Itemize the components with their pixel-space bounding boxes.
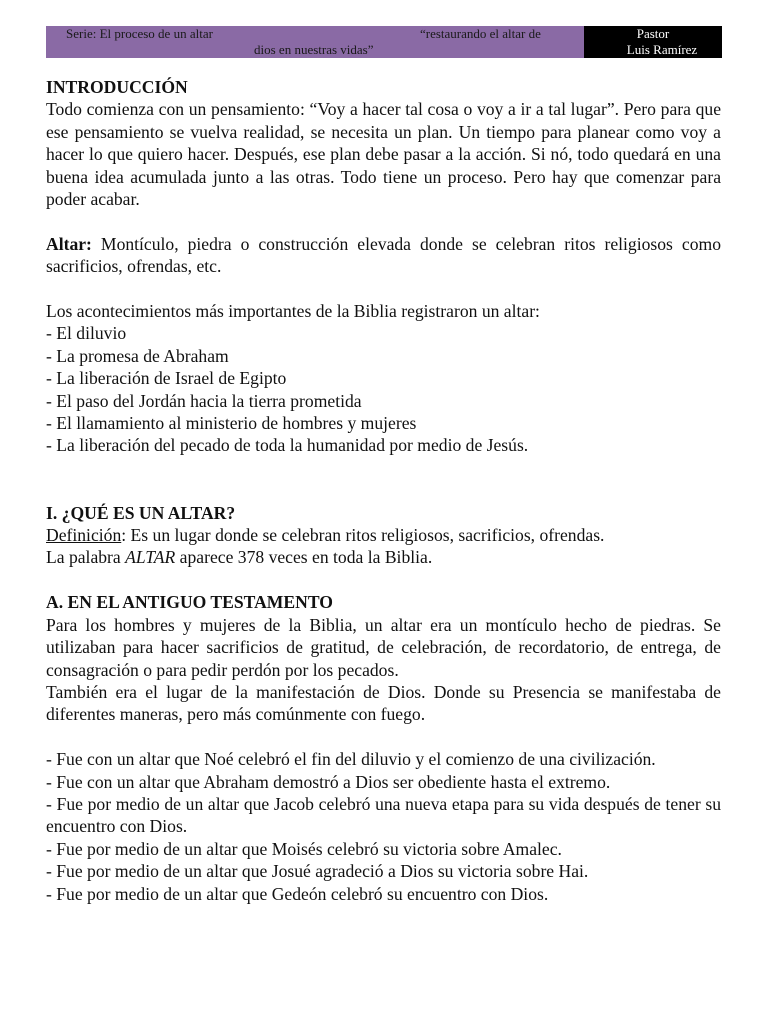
altar-word: ALTAR xyxy=(125,547,176,568)
header-subtitle-1: “restaurando el altar de xyxy=(420,26,541,41)
header-author-role: Pastor xyxy=(636,26,670,41)
events-list xyxy=(46,322,721,456)
sectionA-paragraph-2: También era el lugar de la manifestación de Dios. Donde su Presencia se manifestaba de diferentes maneras, pero más comúnmente con fuego. xyxy=(46,681,721,725)
list-item: - Fue por medio de un altar que Gedeón celebró su encuentro con Dios. xyxy=(46,883,549,904)
header-series-box xyxy=(46,26,584,58)
altar-term: Altar: xyxy=(46,233,92,254)
intro-heading: INTRODUCCIÓN xyxy=(46,77,188,97)
list-item: - La liberación de Israel de Egipto xyxy=(46,368,287,389)
page-header xyxy=(46,26,722,58)
header-subtitle-2: dios en nuestras vidas” xyxy=(254,42,374,57)
sectionA-paragraph-1: Para los hombres y mujeres de la Biblia, un altar era un montículo hecho de piedras. Se utilizaban para hacer sacrificios de gratitud, de celebración, de recordatorio, de entrega, de consagración o para pedir perdón por los pecados. xyxy=(46,614,721,680)
altar-definition-text: Montículo, piedra o construcción elevada donde se celebran ritos religiosos como sacrificios, ofrendas, etc. xyxy=(46,233,721,277)
list-item: - La liberación del pecado de toda la humanidad por medio de Jesús. xyxy=(46,435,529,456)
list-item: - El diluvio xyxy=(46,323,127,344)
list-item: - El llamamiento al ministerio de hombres y mujeres xyxy=(46,413,417,434)
altar-examples-list xyxy=(46,748,721,905)
intro-paragraph: Todo comienza con un pensamiento: “Voy a hacer tal cosa o voy a ir a tal lugar”. Pero para que ese pensamiento se vuelva realidad, se necesita un plan. Un tiempo para planear como voy a hacer lo que quiero hacer. Después, ese plan debe pasar a la acción. Si nó, todo quedará en una buena idea acumulada junto a las otras. Todo tiene un proceso. Pero hay que comenzar para poder acabar. xyxy=(46,99,721,210)
document-body xyxy=(46,76,721,905)
altar-definition xyxy=(46,233,721,278)
definition-label: Definición xyxy=(46,525,122,546)
section1-definition xyxy=(46,524,721,546)
list-item: - Fue con un altar que Noé celebró el fin del diluvio y el comienzo de una civilización. xyxy=(46,749,656,770)
definition-text: : Es un lugar donde se celebran ritos religiosos, sacrificios, ofrendas. xyxy=(121,525,605,546)
header-series: Serie: El proceso de un altar xyxy=(66,26,213,41)
section1-count: La palabra ALTAR aparece 378 veces en toda la Biblia. xyxy=(46,547,433,568)
sectionA-heading: A. EN EL ANTIGUO TESTAMENTO xyxy=(46,592,333,613)
list-item: - El paso del Jordán hacia la tierra prometida xyxy=(46,390,362,411)
section1-heading: I. ¿QUÉ ES UN ALTAR? xyxy=(46,502,236,523)
list-item: - Fue por medio de un altar que Moisés celebró su victoria sobre Amalec. xyxy=(46,838,562,859)
list-item: - Fue por medio de un altar que Jacob celebró una nueva etapa para su vida después de tener su encuentro con Dios. xyxy=(46,793,721,837)
list-item: - Fue por medio de un altar que Josué agradeció a Dios su victoria sobre Hai. xyxy=(46,861,589,882)
events-lead: Los acontecimientos más importantes de la Biblia registraron un altar: xyxy=(46,301,540,322)
header-author-box xyxy=(584,26,722,58)
list-item: - Fue con un altar que Abraham demostró a Dios ser obediente hasta el extremo. xyxy=(46,771,611,792)
header-author-name: Luis Ramírez xyxy=(626,42,698,57)
list-item: - La promesa de Abraham xyxy=(46,345,229,366)
